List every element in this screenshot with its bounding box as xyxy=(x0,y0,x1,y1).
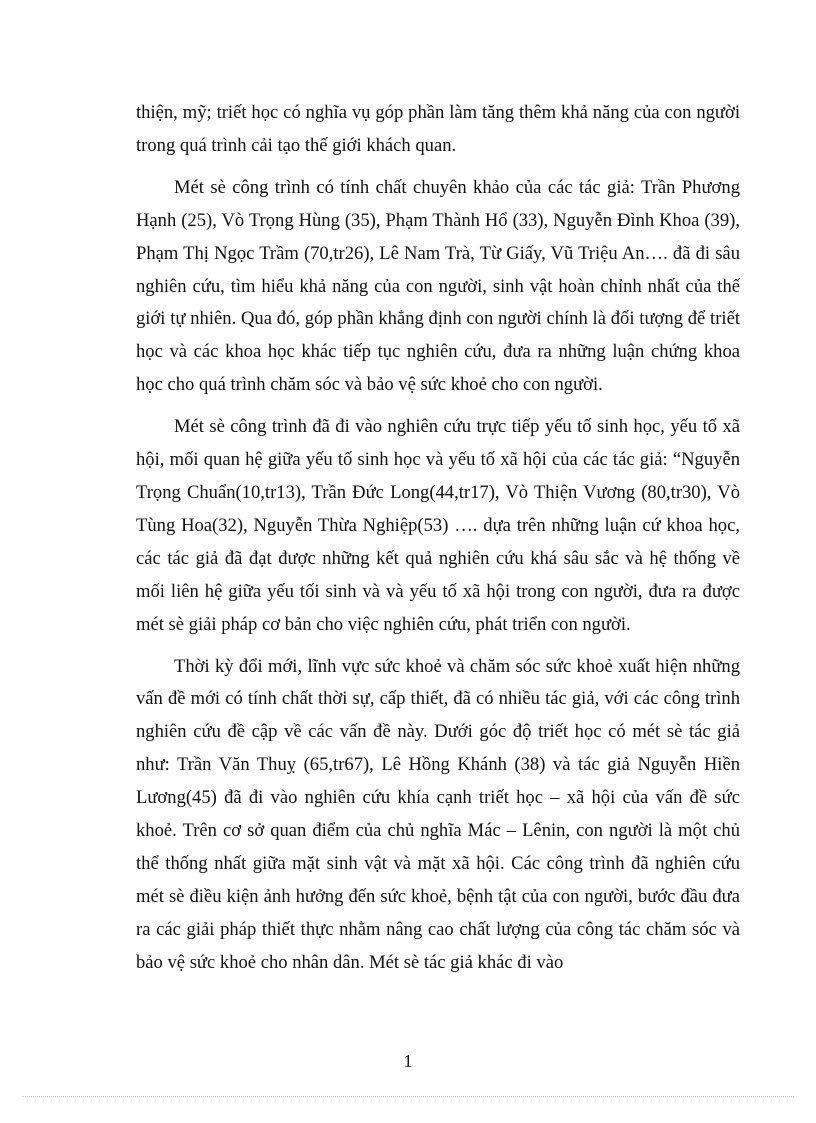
paragraph-continuation: thiện, mỹ; triết học có nghĩa vụ góp phần làm tăng thêm khả năng của con người trong quá trình cải tạo thế giới khách quan. xyxy=(136,102,740,156)
body-text xyxy=(136,97,740,980)
page-bottom-divider xyxy=(22,1096,794,1097)
paragraph-monographs: Mét sè công trình có tính chất chuyên khảo của các tác giả: Trần Phương Hạnh (25), Vò Trọng Hùng (35), Phạm Thành Hổ (33), Nguyễn Đình Khoa (39), Phạm Thị Ngọc Trầm (70,tr26), Lê Nam Trà, Từ Giấy, Vũ Triệu An…. đã đi sâu nghiên cứu, tìm hiểu khả năng của con người, sinh vật hoàn chỉnh nhất của thế giới tự nhiên. Qua đó, góp phần khẳng định con người chính là đối tượng để triết học và các khoa học khác tiếp tục nghiên cứu, đưa ra những luận chứng khoa học cho quá trình chăm sóc và bảo vệ sức khoẻ cho con người. xyxy=(136,176,740,396)
page-number: 1 xyxy=(403,1051,413,1071)
paragraph-renovation-period: Thời kỳ đổi mới, lĩnh vực sức khoẻ và chăm sóc sức khoẻ xuất hiện những vấn đề mới có tính chất thời sự, cấp thiết, đã có nhiều tác giả, với các công trình nghiên cứu đề cập về các vấn đề này. Dưới góc độ triết học có mét sè tác giả như: Trần Văn Thuỵ (65,tr67), Lê Hồng Khánh (38) và tác giả Nguyễn Hiền Lương(45) đã đi vào nghiên cứu khía cạnh triết học – xã hội của vấn đề sức khoẻ. Trên cơ sở quan điểm của chủ nghĩa Mác – Lênin, con người là một chủ thể thống nhất giữa mặt sinh vật và mặt xã hội. Các công trình đã nghiên cứu mét sè điều kiện ảnh hưởng đến sức khoẻ, bệnh tật của con người, bước đầu đưa ra các giải pháp thiết thực nhằm nâng cao chất lượng của công tác chăm sóc và bảo vệ sức khoẻ cho nhân dân. Mét sè tác giả khác đi vào xyxy=(136,655,740,973)
paragraph-biological-social: Mét sè công trình đã đi vào nghiên cứu trực tiếp yếu tố sinh học, yếu tố xã hội, mối quan hệ giữa yếu tố sinh học và yếu tố xã hội của các tác giả: “Nguyễn Trọng Chuẩn(10,tr13), Trần Đức Long(44,tr17), Vò Thiện Vương (80,tr30), Vò Tùng Hoa(32), Nguyễn Thừa Nghiệp(53) …. dựa trên những luận cứ khoa học, các tác giả đã đạt được những kết quả nghiên cứu khá sâu sắc và hệ thống về mối liên hệ giữa yếu tối sinh và và yếu tố xã hội trong con người, đưa ra được mét sè giải pháp cơ bản cho việc nghiên cứu, phát triển con người. xyxy=(136,416,740,635)
